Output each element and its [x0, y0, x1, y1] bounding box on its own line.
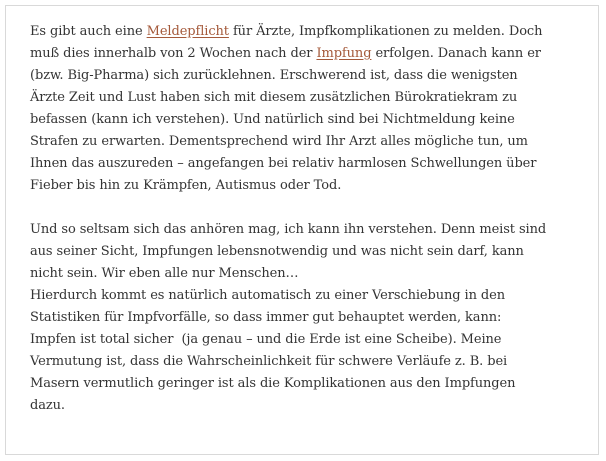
text-line: Ihnen das auszureden – angefangen bei relativ harmlosen Schwellungen über [30, 156, 537, 171]
article-card [5, 5, 599, 455]
text-run: Es gibt auch eine [30, 24, 147, 39]
text-line: (bzw. Big-Pharma) sich zurücklehnen. Erschwerend ist, dass die wenigsten [30, 68, 518, 83]
text-line: nicht sein. Wir eben alle nur Menschen… [30, 266, 299, 281]
link-meldepflicht[interactable]: Meldepflicht [146, 24, 229, 39]
text-run: erfolgen. Danach kann er [371, 46, 541, 61]
text-line: Ärzte Zeit und Lust haben sich mit diesem zusätzlichen Bürokratiekram zu [30, 90, 518, 105]
text-line: Und so seltsam sich das anhören mag, ich kann ihn verstehen. Denn meist sind [30, 222, 547, 237]
text-line: Vermutung ist, dass die Wahrscheinlichkeit für schwere Verläufe z. B. bei [30, 354, 508, 369]
text-line: Statistiken für Impfvorfälle, so dass immer gut behauptet werden, kann: [30, 310, 502, 325]
link-impfung[interactable]: Impfung [316, 46, 372, 61]
text-run: für Ärzte, Impfkomplikationen zu melden. Doch [228, 24, 543, 39]
text-line: Masern vermutlich geringer ist als die Komplikationen aus den Impfungen [30, 376, 516, 391]
text-line: Strafen zu erwarten. Dementsprechend wird Ihr Arzt alles mögliche tun, um [30, 134, 528, 149]
text-line: dazu. [30, 398, 65, 413]
text-line [30, 43, 578, 65]
text-run: muß dies innerhalb von 2 Wochen nach der [30, 46, 317, 61]
paragraph-1 [30, 21, 578, 197]
paragraph-2 [30, 219, 578, 417]
text-line: Impfen ist total sicher (ja genau – und die Erde ist eine Scheibe). Meine [30, 332, 502, 347]
text-line: Hierdurch kommt es natürlich automatisch zu einer Verschiebung in den [30, 288, 506, 303]
text-line: Fieber bis hin zu Krämpfen, Autismus oder Tod. [30, 178, 342, 193]
text-line: befassen (kann ich verstehen). Und natürlich sind bei Nichtmeldung keine [30, 112, 515, 127]
text-line: aus seiner Sicht, Impfungen lebensnotwendig und was nicht sein darf, kann [30, 244, 524, 259]
text-line [30, 21, 578, 43]
